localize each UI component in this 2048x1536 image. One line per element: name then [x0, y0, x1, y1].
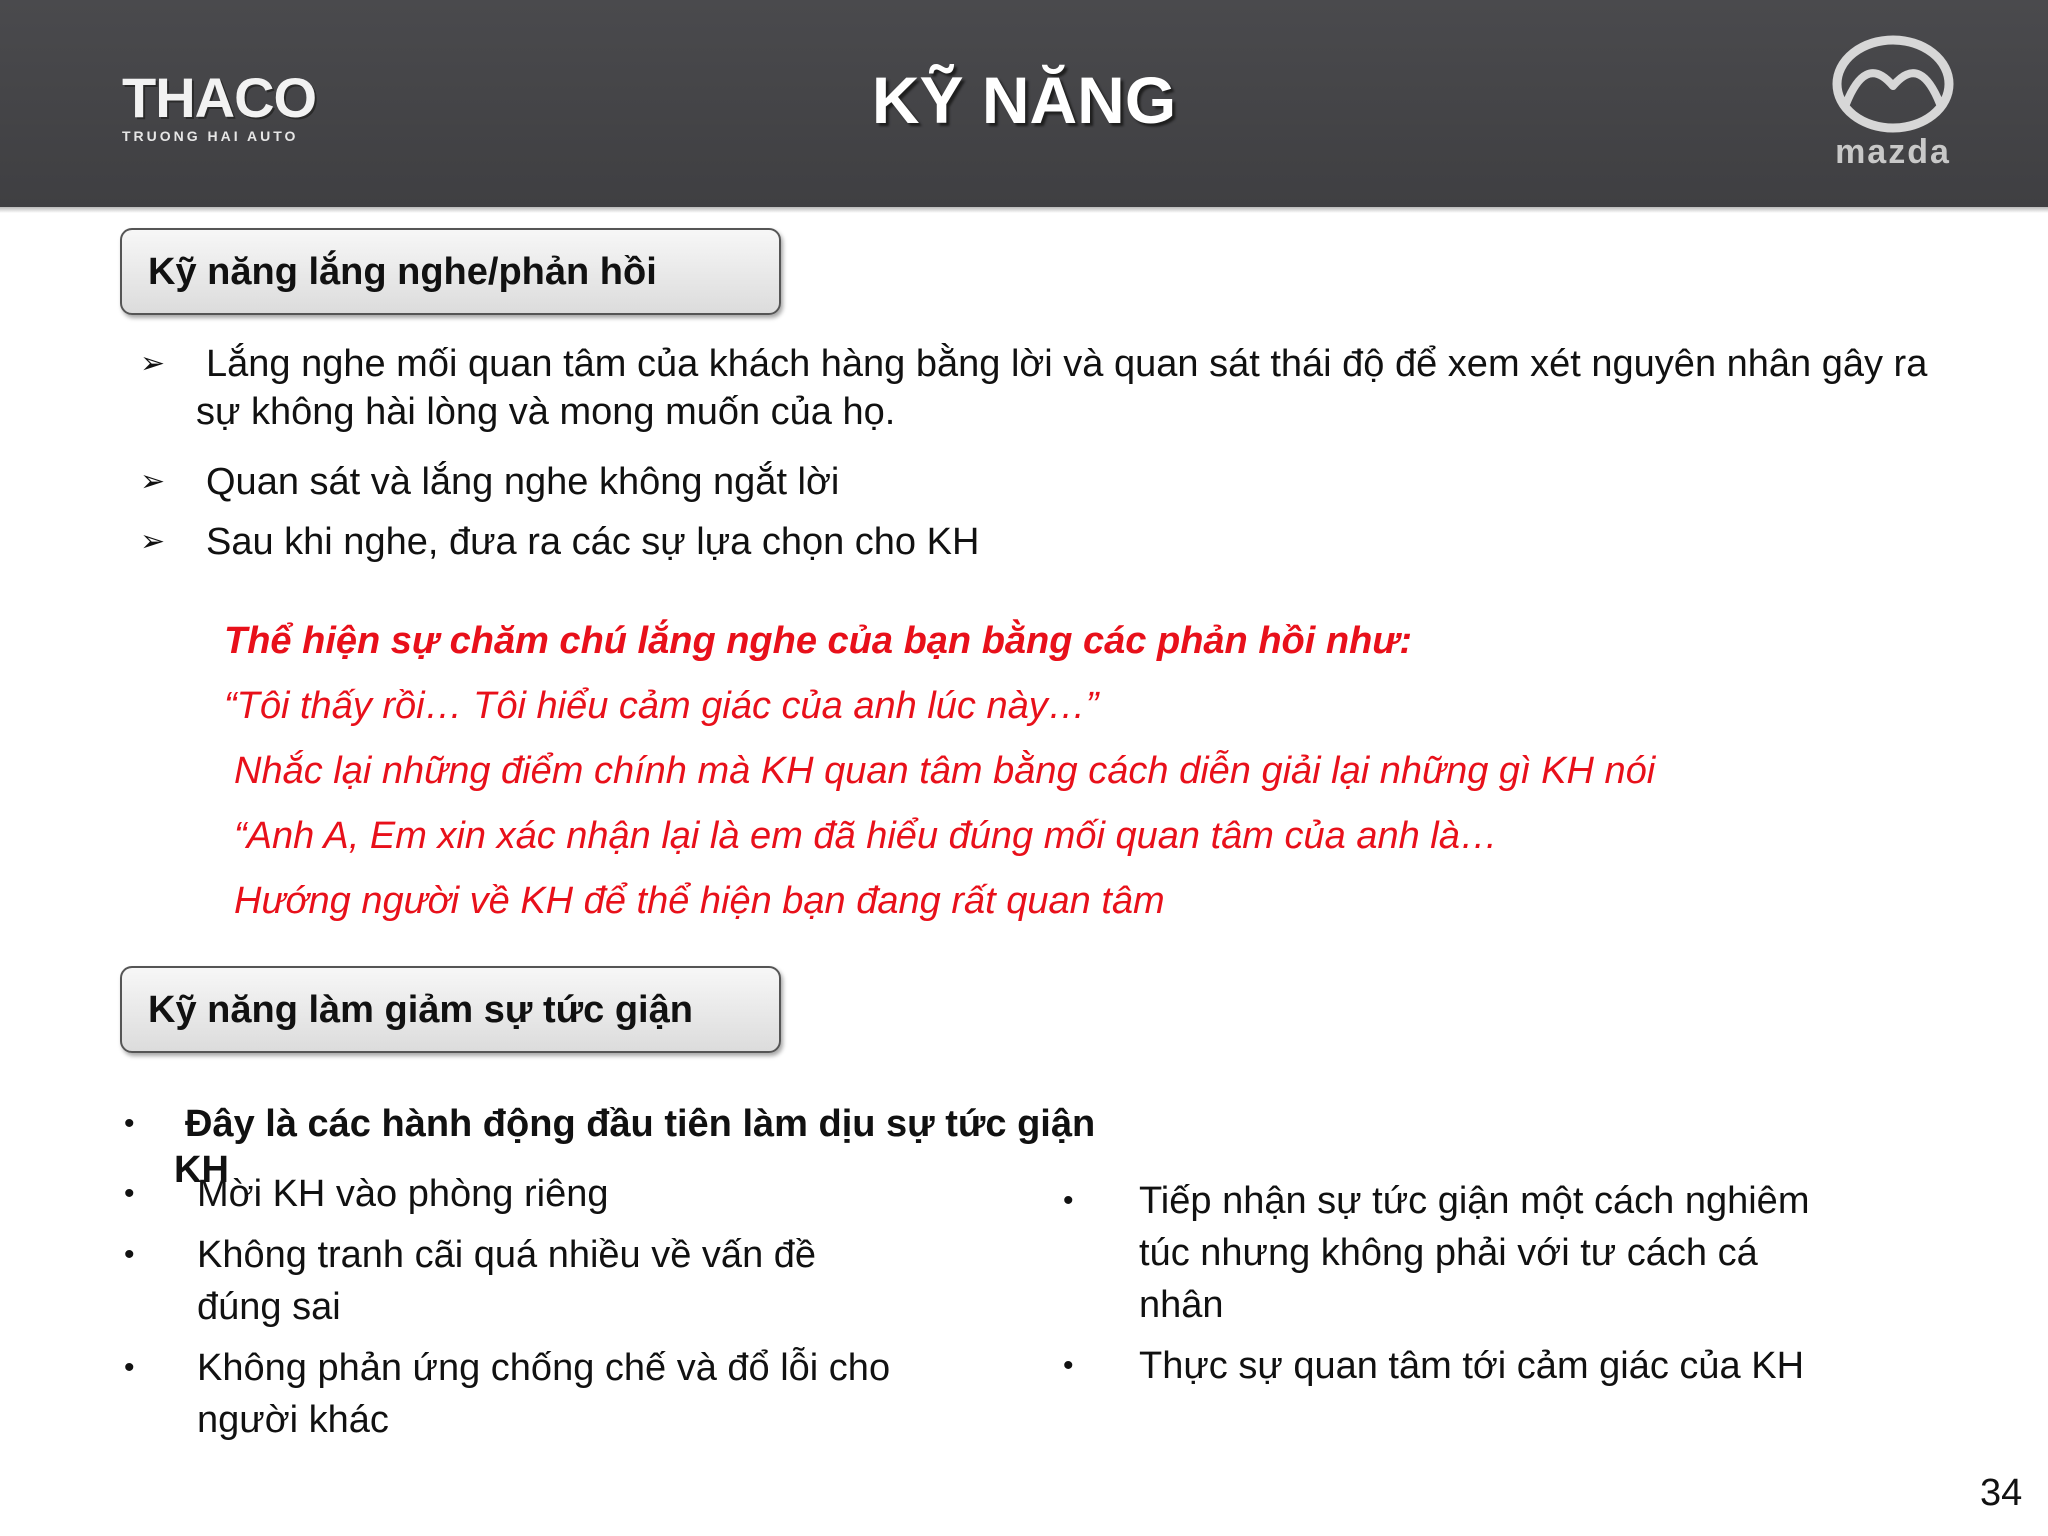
header-divider — [0, 207, 2048, 213]
list-item — [124, 1342, 1024, 1452]
anger-skill-heading-box — [120, 966, 781, 1053]
list-item-text: Quan sát và lắng nghe không ngắt lời — [206, 461, 840, 503]
feedback-example-1: “Tôi thấy rồi… Tôi hiểu cảm giác của anh lúc này…” — [224, 685, 1099, 727]
feedback-body-language: Hướng người về KH để thể hiện bạn đang rất quan tâm — [234, 880, 1165, 922]
mazda-logo — [1818, 34, 1968, 174]
list-item-text-cont: túc nhưng không phải với tư cách cá — [1139, 1232, 1758, 1274]
dot-bullet-icon: • — [1063, 1184, 1074, 1217]
thaco-logo-tagline: TRUONG HAI AUTO — [122, 128, 299, 144]
dot-bullet-icon: • — [124, 1177, 135, 1210]
list-item-text: Không phản ứng chống chế và đổ lỗi cho — [197, 1347, 891, 1389]
dot-bullet-icon: • — [124, 1107, 135, 1140]
list-item-text-cont: người khác — [197, 1399, 389, 1441]
feedback-intro: Thể hiện sự chăm chú lắng nghe của bạn bằng các phản hồi như: — [224, 620, 1413, 662]
arrow-bullet-icon: ➢ — [140, 347, 166, 380]
intro-bullet-line1: Đây là các hành động đầu tiên làm dịu sự tức giận — [185, 1103, 1096, 1145]
list-item — [140, 340, 1970, 436]
dot-bullet-icon: • — [1063, 1349, 1074, 1382]
dot-bullet-icon: • — [124, 1238, 135, 1271]
arrow-bullet-icon: ➢ — [140, 465, 166, 498]
list-item — [1063, 1340, 1963, 1392]
mazda-emblem-icon — [1818, 34, 1968, 134]
list-item-text: Tiếp nhận sự tức giận một cách nghiêm — [1139, 1180, 1810, 1222]
list-item — [1063, 1175, 1963, 1335]
feedback-example-2: “Anh A, Em xin xác nhận lại là em đã hiểu đúng mối quan tâm của anh là… — [234, 815, 1498, 857]
list-item-text-cont: nhân — [1139, 1284, 1224, 1326]
list-item-text: Không tranh cãi quá nhiều về vấn đề — [197, 1234, 817, 1276]
listening-skill-heading-box — [120, 228, 781, 315]
list-item-text: Mời KH vào phòng riêng — [197, 1173, 609, 1215]
list-item-text-1a: Lắng nghe mối quan tâm của khách hàng bằng lời và quan sát thái độ để xem xét nguyên nhân gây ra sự không hài lòng và mong muốn của họ. — [196, 343, 1928, 433]
feedback-paraphrase: Nhắc lại những điểm chính mà KH quan tâm bằng cách diễn giải lại những gì KH nói — [234, 750, 1656, 792]
thaco-logo-word: THACO — [122, 66, 317, 129]
mazda-logo-word: mazda — [1835, 133, 1951, 171]
list-item-text: Thực sự quan tâm tới cảm giác của KH — [1139, 1345, 1805, 1387]
anger-skill-heading: Kỹ năng làm giảm sự tức giận — [148, 989, 693, 1031]
list-item-text-cont: đúng sai — [197, 1286, 341, 1328]
list-item — [140, 458, 1840, 506]
slide-title: KỸ NĂNG — [871, 63, 1177, 137]
arrow-bullet-icon: ➢ — [140, 525, 166, 558]
dot-bullet-icon: • — [124, 1351, 135, 1384]
list-item — [140, 518, 1840, 566]
listening-skill-heading: Kỹ năng lắng nghe/phản hồi — [148, 251, 657, 293]
page-number: 34 — [1980, 1472, 2023, 1514]
intro-bullet-line2: KH — [174, 1149, 229, 1191]
list-item-text: Sau khi nghe, đưa ra các sự lựa chọn cho KH — [206, 521, 980, 563]
list-item — [124, 1168, 1024, 1220]
list-item — [124, 1229, 1024, 1339]
